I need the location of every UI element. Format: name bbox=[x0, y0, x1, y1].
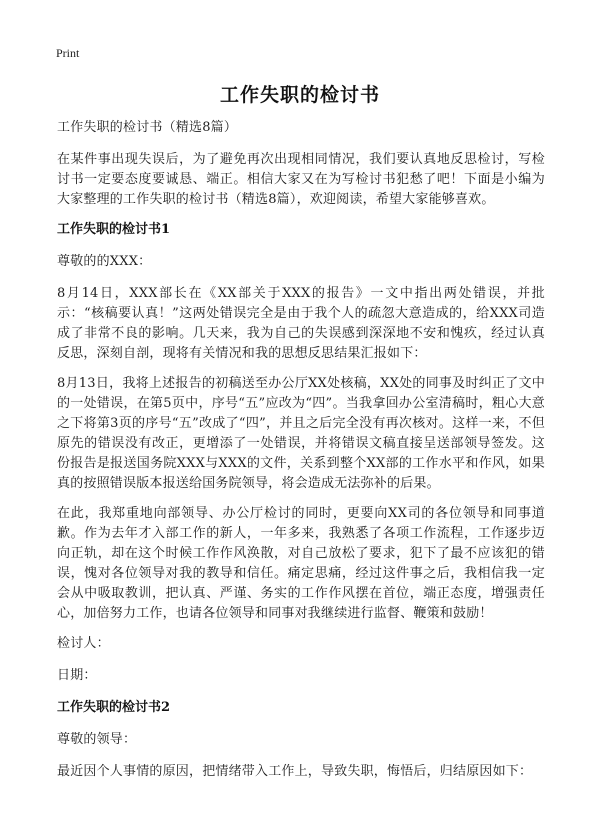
section-1-paragraph-2: 8月13日，我将上述报告的初稿送至办公厅XX处核稿，XX处的同事及时纠正了文中的一处错误，在第5页中，序号“五”应改为“四”。当我拿回办公室清稿时，粗心大意之下将第3页的序号“五”改成了“四”，并且之后完全没有再次核对。这样一来，不但原先的错误没有改正，更增添了一处错误，并将错误文稿直接呈送部领导签发。这份报告是报送国务院XXX与XXX的文件，关系到整个XX部的工作水平和作风，如果真的按照错误版本报送给国务院领导，将会造成无法弥补的后果。 bbox=[57, 376, 545, 491]
section-1-salutation: 尊敬的的XXX： bbox=[57, 254, 152, 269]
section-2-paragraph-1: 最近因个人事情的原因，把情绪带入工作上，导致失职，悔悟后，归结原因如下： bbox=[57, 764, 533, 779]
intro-paragraph: 在某件事出现失误后，为了避免再次出现相同情况，我们要认真地反思检讨，写检讨书一定要态度要诚恳、端正。相信大家又在为写检讨书犯愁了吧！下面是小编为大家整理的工作失职的检讨书（精选8篇），欢迎阅读，希望大家能够喜欢。 bbox=[57, 152, 545, 207]
section-1-date: 日期： bbox=[57, 668, 97, 683]
section-2-heading: 工作失职的检讨书2 bbox=[57, 700, 171, 715]
page-title: 工作失职的检讨书 bbox=[219, 84, 380, 106]
document-body bbox=[57, 118, 545, 792]
section-1-paragraph-3: 在此，我郑重地向部领导、办公厅检讨的同时，更要向XX司的各位领导和同事道歉。作为去年才入部工作的新人，一年多来，我熟悉了各项工作流程，工作逐步迈向正轨，却在这个时候工作作风涣散，对自己放松了要求，犯下了最不应该犯的错误，愧对各位领导对我的教导和信任。痛定思痛，经过这件事之后，我相信我一定会从中吸取教训，把认真、严谨、务实的工作作风摆在首位，端正态度，增强责任心，加倍努力工作，也请各位领导和同事对我继续进行监督、鞭策和鼓励！ bbox=[57, 506, 545, 621]
section-1-heading: 工作失职的检讨书1 bbox=[57, 222, 171, 237]
section-1-paragraph-1: 8月14日，XXX部长在《XX部关于XXX的报告》一文中指出两处错误，并批示：“核稿要认真！”这两处错误完全是由于我个人的疏忽大意造成的，给XXX司造成了非常不良的影响。几天来，我为自己的失误感到深深地不安和愧疚，经过认真反思，深刻自剖，现将有关情况和我的思想反思结果汇报如下： bbox=[57, 286, 545, 361]
print-label[interactable]: Print bbox=[56, 46, 80, 60]
subtitle: 工作失职的检讨书（精选8篇） bbox=[57, 120, 238, 135]
section-2-salutation: 尊敬的领导： bbox=[57, 732, 137, 747]
section-1-signer: 检讨人： bbox=[57, 636, 110, 651]
